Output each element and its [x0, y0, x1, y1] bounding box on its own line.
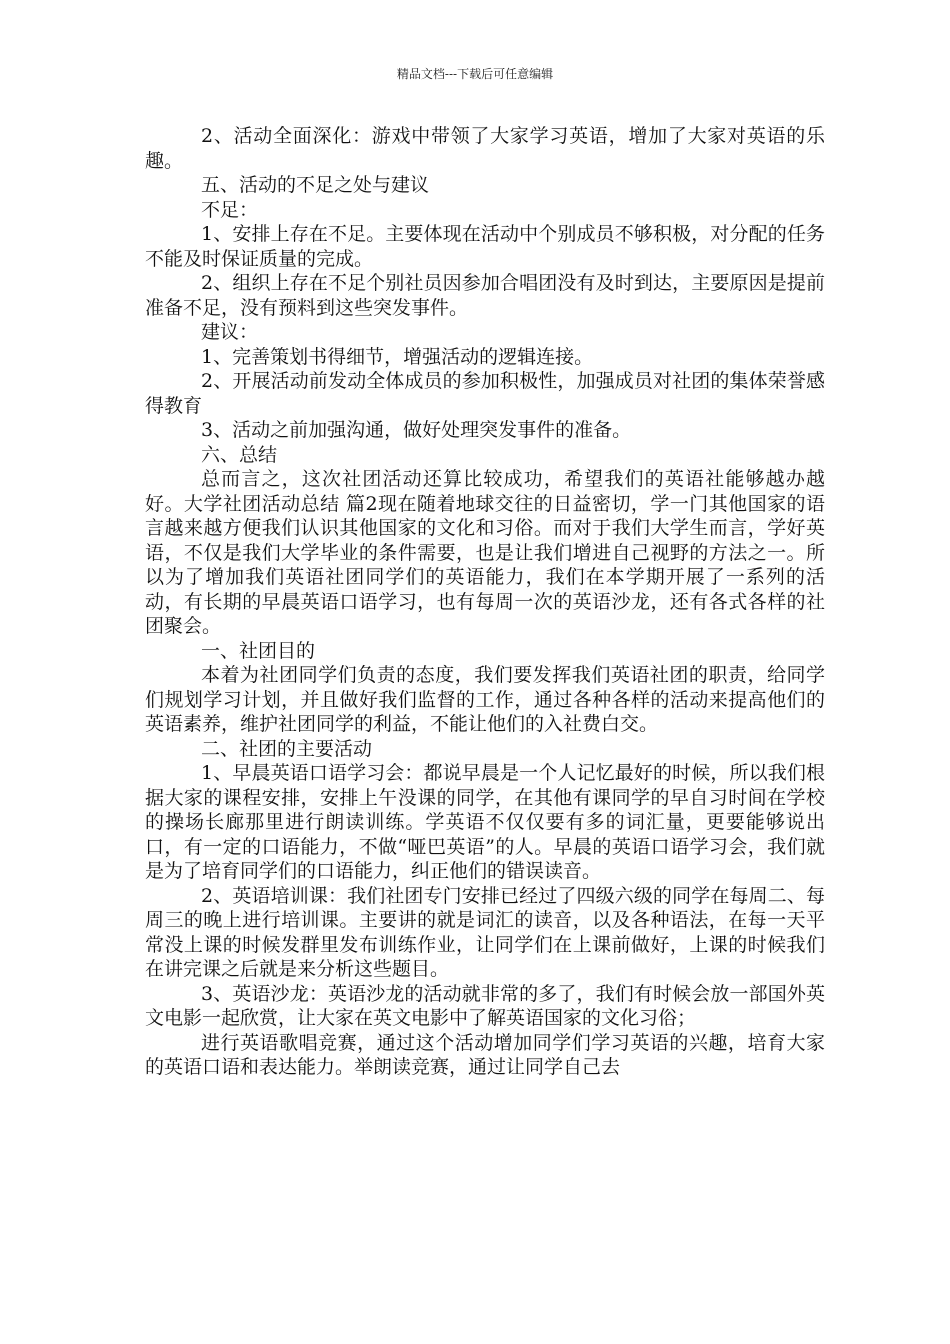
paragraph: 3、活动之前加强沟通，做好处理突发事件的准备。 — [201, 419, 632, 441]
document-body — [145, 124, 825, 1080]
section-heading: 五、活动的不足之处与建议 — [201, 174, 430, 196]
section-heading: 一、社团目的 — [201, 639, 316, 662]
paragraph: 本着为社团同学们负责的态度，我们要发挥我们英语社团的职责，给同学们规划学习计划，并且做好我们监督的工作，通过各种各样的活动来提高他们的英语素养，维护社团同学的利益，不能让他们的入社费白交。 — [145, 664, 825, 735]
paragraph: 2、英语培训课：我们社团专门安排已经过了四级六级的同学在每周二、每周三的晚上进行培训课。主要讲的就是词汇的读音，以及各种语法，在每一天平常没上课的时候发群里发布训练作业，让同学们在上课前做好，上课的时候我们在讲完课之后就是来分析这些题目。 — [145, 884, 825, 980]
paragraph: 1、完善策划书得细节，增强活动的逻辑连接。 — [201, 345, 594, 368]
section-heading: 二、社团的主要活动 — [201, 737, 373, 760]
paragraph: 总而言之，这次社团活动还算比较成功，希望我们的英语社能够越办越好。大学社团活动总结 篇2现在随着地球交往的日益密切，学一门其他国家的语言越来越方便我们认识其他国家的文化和习俗。而对于我们大学生而言，学好英语，不仅是我们大学毕业的条件需要，也是让我们增进自己视野的方法之一。所以为了增加我们英语社团同学们的英语能力，我们在本学期开展了一系列的活动，有长期的早晨英语口语学习，也有每周一次的英语沙龙，还有各式各样的社团聚会。 — [145, 468, 825, 637]
section-heading: 六、总结 — [201, 443, 278, 466]
subheading: 建议： — [201, 321, 259, 343]
paragraph: 3、英语沙龙：英语沙龙的活动就非常的多了，我们有时候会放一部国外英文电影一起欣赏，让大家在英文电影中了解英语国家的文化习俗； — [145, 982, 825, 1029]
paragraph: 2、组织上存在不足个别社员因参加合唱团没有及时到达，主要原因是提前准备不足，没有预料到这些突发事件。 — [145, 272, 825, 319]
subheading: 不足： — [201, 198, 259, 221]
paragraph: 进行英语歌唱竞赛，通过这个活动增加同学们学习英语的兴趣，培育大家的英语口语和表达能力。举朗读竞赛，通过让同学自己去 — [145, 1031, 825, 1078]
paragraph: 1、安排上存在不足。主要体现在活动中个别成员不够积极，对分配的任务不能及时保证质量的完成。 — [145, 223, 825, 270]
paragraph: 2、活动全面深化：游戏中带领了大家学习英语，增加了大家对英语的乐趣。 — [145, 125, 825, 172]
page-header: 精品文档---下载后可任意编辑 — [396, 67, 554, 81]
paragraph: 2、开展活动前发动全体成员的参加积极性，加强成员对社团的集体荣誉感得教育 — [145, 370, 825, 417]
paragraph: 1、早晨英语口语学习会：都说早晨是一个人记忆最好的时候，所以我们根据大家的课程安排，安排上午没课的同学，在其他有课同学的早自习时间在学校的操场长廊那里进行朗读训练。学英语不仅仅要有多的词汇量，更要能够说出口，有一定的口语能力，不做“哑巴英语”的人。早晨的英语口语学习会，我们就是为了培育同学们的口语能力，纠正他们的错误读音。 — [145, 762, 825, 882]
